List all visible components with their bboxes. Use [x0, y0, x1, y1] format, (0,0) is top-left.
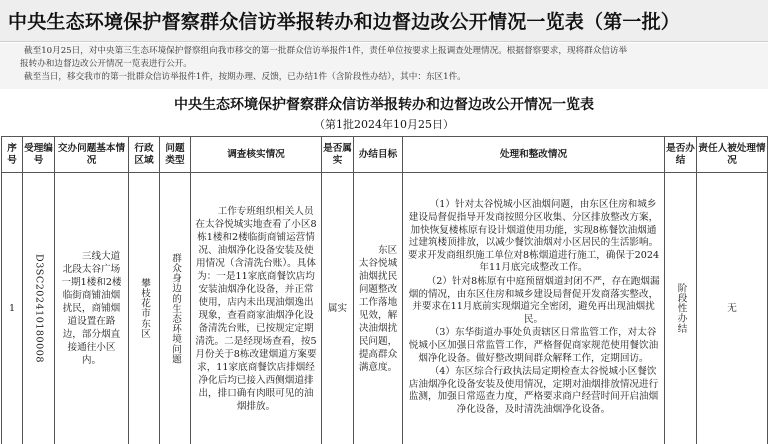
cell-closed-text: 阶段性办结	[675, 283, 687, 334]
cell-type-text: 群众身边的生态环境问题	[170, 252, 181, 365]
intro-line-3: 截至当日，移交我市的第一批群众信访举报件1件，按期办理、反馈，已办结1件（含阶段性办结），其中：东区1件。	[24, 72, 466, 82]
header-goal: 办结目标	[354, 137, 403, 173]
cell-verified: 属实	[322, 173, 354, 444]
cell-investigation	[191, 173, 322, 444]
cell-responsible: 无	[697, 173, 768, 444]
handling-item-2: （2）针对8栋原有中庭预留烟道封闭不严，存在跑烟漏烟的情况，由东区住房和城乡建设局督促开发商落实整改，并要求在11月底前实现烟道完全密闭，避免再出现油烟扰民。	[408, 276, 660, 325]
table-row	[2, 173, 768, 444]
cell-type	[160, 173, 191, 444]
header-type: 问题类型	[160, 137, 191, 173]
cell-code	[23, 173, 55, 444]
intro-line-1: 截至10月25日，对中央第三生态环境保护督察组向我市移交的第一批群众信访举报件1件，责任单位按要求上报调查处理情况。根据督察要求，现将群众信访举	[24, 46, 628, 56]
cell-handling	[403, 173, 665, 444]
intro-line-2: 报转办和边督边改公开情况一览表进行公开。	[20, 59, 192, 69]
cell-closed	[665, 173, 697, 444]
cell-investigation-text: 工作专班组织相关人员在太谷悦城实地查看了小区8栋1楼和2楼临街商铺运营情况、油烟净化设备安装及使用情况（含清洗台账）。具体为：一是11家底商餐饮店均安装油烟净化设备，并正常使用，店内未出现油烟逸出现象，查看商家油烟净化设备清洗台账，已按规定定期清洗。二是经现场查看，按5月份关于8栋改建烟道方案要求，11家底商餐饮店排烟经净化后均已接入西侧烟道排出，排口确有肉眼可见的油烟排放。	[195, 205, 317, 412]
cell-issue-text: 三线大道北段太谷广场一期1楼和2楼临街商铺油烟扰民，商铺烟道设置在路边，部分烟直接通往小区内。	[61, 251, 122, 366]
banner	[0, 0, 768, 42]
cell-region-text: 攀枝花市东区	[139, 278, 150, 339]
table-subtitle: （第1批2024年10月25日）	[314, 118, 454, 131]
header-code: 受理编号	[23, 137, 55, 173]
header-region: 行政区域	[129, 137, 160, 173]
table-header-row	[2, 137, 768, 173]
handling-item-1: （1）针对太谷悦城小区油烟问题，由东区住房和城乡建设局督促指导开发商按照分区收集、分区排放整改方案，加快恢复楼栋原有设计烟道使用功能，实现8栋餐饮油烟通过建筑楼顶排放，以减少餐饮油烟对小区居民的生活影响。要求开发商组织施工单位对8栋烟道进行施工，确保于2024年11月底完成整改工作。	[407, 199, 660, 274]
header-handling: 处理和整改情况	[403, 137, 665, 173]
header-investigation: 调查核实情况	[191, 137, 322, 173]
table-title: 中央生态环境保护督察群众信访举报转办和边督边改公开情况一览表	[174, 97, 594, 113]
petition-table	[1, 136, 768, 444]
handling-item-4: （4）东区综合行政执法局定期检查太谷悦城小区餐饮店油烟净化设备安装及使用情况，定期对油烟排放情况进行监测，加强日常巡查力度，严格要求商户经营时间开启油烟净化设备，及时清洗油烟净化设备。	[408, 366, 659, 415]
cell-goal	[354, 173, 403, 444]
handling-item-3: （3）东华街道办事处负责辖区日常监管工作，对太谷悦城小区加强日常监管工作，严格督促商家规范使用餐饮油烟净化设备。做好整改期间群众解释工作，定期回访。	[408, 327, 659, 364]
cell-issue	[55, 173, 129, 444]
header-closed: 是否办结	[665, 137, 697, 173]
cell-goal-text: 东区太谷悦城油烟扰民问题整改工作落地见效，解决油烟扰民问题，提高群众满意度。	[358, 244, 398, 373]
header-seq: 序号	[2, 137, 23, 173]
cell-seq: 1	[2, 173, 23, 444]
banner-title: 中央生态环境保护督察群众信访举报转办和边督边改公开情况一览表（第一批）	[8, 11, 681, 33]
header-responsible: 责任人被处理情况	[697, 137, 768, 173]
header-issue: 交办问题基本情况	[55, 137, 129, 173]
cell-code-text: D3SC202410180008	[33, 254, 45, 363]
header-verified: 是否属实	[322, 137, 354, 173]
intro-text	[0, 43, 768, 89]
cell-region	[129, 173, 160, 444]
